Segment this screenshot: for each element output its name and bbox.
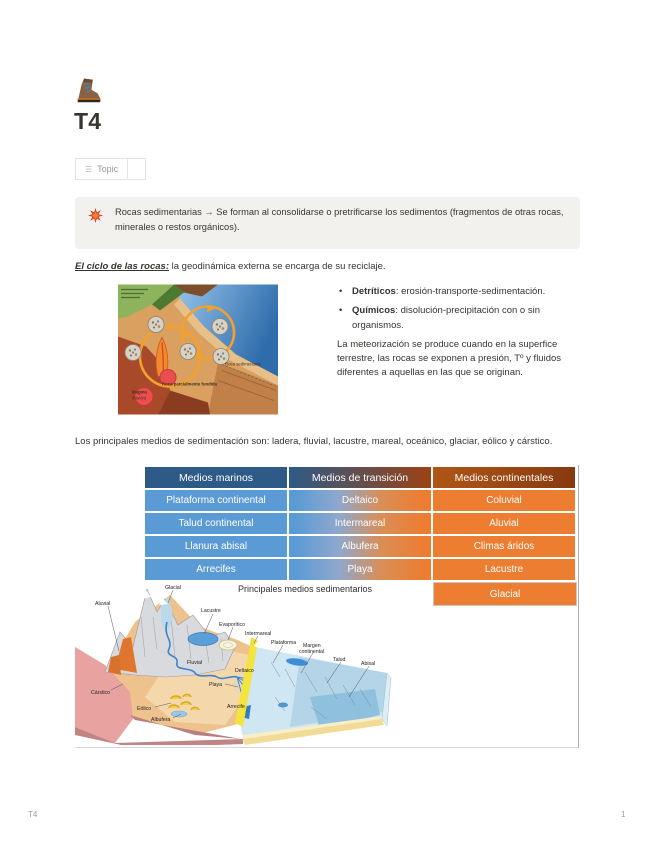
cycle-lead: El ciclo de las rocas: bbox=[75, 261, 169, 272]
medios-paragraph: Los principales medios de sedimentación son: ladera, fluvial, lacustre, mareal, oceánico, glaciar, eólico y cárstico. bbox=[75, 436, 553, 447]
table-cell: Talud continental bbox=[145, 513, 287, 534]
cycle-rest: la geodinámica externa se encarga de su reciclaje. bbox=[169, 261, 386, 272]
figure-caption: Principales medios sedimentarios bbox=[237, 584, 373, 594]
diagram-label-albufera: Albufera bbox=[151, 717, 171, 723]
table-cell: Climas áridos bbox=[433, 536, 575, 557]
table-header-continentales: Medios continentales bbox=[433, 467, 575, 488]
diagram-label-plataforma: Plataforma bbox=[271, 640, 297, 646]
diagram-label-margen-1: Margen bbox=[303, 643, 321, 649]
bullet-rest: : disolución-precipitación con o sin organismos. bbox=[352, 305, 540, 331]
page-title: T4 bbox=[74, 108, 102, 134]
sedimentary-environments-diagram bbox=[75, 577, 465, 745]
table-cell: Lacustre bbox=[433, 559, 575, 580]
sedimentary-figure bbox=[75, 465, 579, 748]
diagram-label-carstico: Cárstico bbox=[91, 690, 111, 696]
table-cell: Playa bbox=[289, 559, 431, 580]
rock-cycle-image bbox=[118, 284, 278, 415]
diagram-label-intermareal: Intermareal bbox=[245, 631, 272, 637]
bullet-rest: : erosión-transporte-sedimentación. bbox=[395, 286, 546, 297]
hiking-boot-icon bbox=[74, 76, 104, 106]
diagram-label-evaporitico: Evaporítico bbox=[219, 622, 245, 628]
diagram-label-abisal: Abisal bbox=[361, 661, 376, 667]
diagram-label-talud: Talud bbox=[333, 657, 346, 663]
property-topic-chip bbox=[75, 158, 128, 180]
list-icon: ☰ bbox=[85, 164, 93, 174]
rock-label-magma: Magma bbox=[132, 389, 147, 395]
sediment-types-column bbox=[337, 285, 583, 381]
rock-label-magma-sub: (fusión) bbox=[132, 395, 147, 401]
table-cell: Coluvial bbox=[433, 490, 575, 511]
bullet-quimicos bbox=[337, 304, 583, 333]
property-value-empty bbox=[128, 158, 146, 180]
diagram-label-fluvial: Fluvial bbox=[187, 660, 202, 666]
meteorizacion-paragraph: La meteorización se produce cuando en la superfice terrestre, las rocas se exponen a presión, Tº y fluidos diferentes a aquellas en las que se originan. bbox=[337, 338, 562, 379]
diagram-label-aluvial: Aluvial bbox=[95, 601, 111, 607]
bullet-marker: • bbox=[339, 305, 343, 317]
diagram-label-arrecife: Arrecife bbox=[227, 704, 245, 710]
callout bbox=[75, 197, 580, 249]
table-cell: Intermareal bbox=[289, 513, 431, 534]
property-label: Topic bbox=[97, 164, 119, 174]
table-cell: Deltaico bbox=[289, 490, 431, 511]
table-cell: Plataforma continental bbox=[145, 490, 287, 511]
diagram-label-glacial: Glacial bbox=[165, 585, 181, 591]
cycle-line bbox=[75, 261, 580, 272]
rock-label-sedimentary: Roca sedimentaria bbox=[225, 361, 261, 367]
collision-icon bbox=[88, 208, 103, 223]
environments-table bbox=[145, 467, 575, 580]
bullet-detriticos bbox=[337, 285, 583, 299]
callout-text: Rocas sedimentarias → Se forman al consolidarse o pretrificarse los sedimentos (fragmentos de otras rocas, minerales o restos orgánicos). bbox=[115, 207, 564, 232]
diagram-label-margen-2: continental bbox=[299, 649, 325, 655]
diagram-label-lacustre: Lacustre bbox=[201, 608, 221, 614]
footer-page-title: T4 bbox=[28, 810, 38, 819]
table-cell: Aluvial bbox=[433, 513, 575, 534]
diagram-label-eolico: Eólico bbox=[137, 706, 152, 712]
table-cell-glacial: Glacial bbox=[433, 582, 577, 606]
diagram-label-playa: Playa bbox=[209, 682, 222, 688]
bullet-term: Detríticos bbox=[352, 286, 396, 297]
bullet-term: Químicos bbox=[352, 305, 396, 317]
table-cell: Arrecifes bbox=[145, 559, 287, 580]
property-row bbox=[75, 158, 146, 180]
table-header-marinos: Medios marinos bbox=[145, 467, 287, 488]
bullet-marker: • bbox=[339, 286, 343, 297]
table-header-transicion: Medios de transición bbox=[289, 467, 431, 488]
diagram-label-deltaico: Deltaico bbox=[235, 668, 254, 674]
table-cell: Llanura abisal bbox=[145, 536, 287, 557]
footer-page-number: 1 bbox=[621, 810, 626, 819]
rock-label-partial: Roca parcialmente fundida bbox=[162, 381, 217, 387]
table-cell: Albufera bbox=[289, 536, 431, 557]
